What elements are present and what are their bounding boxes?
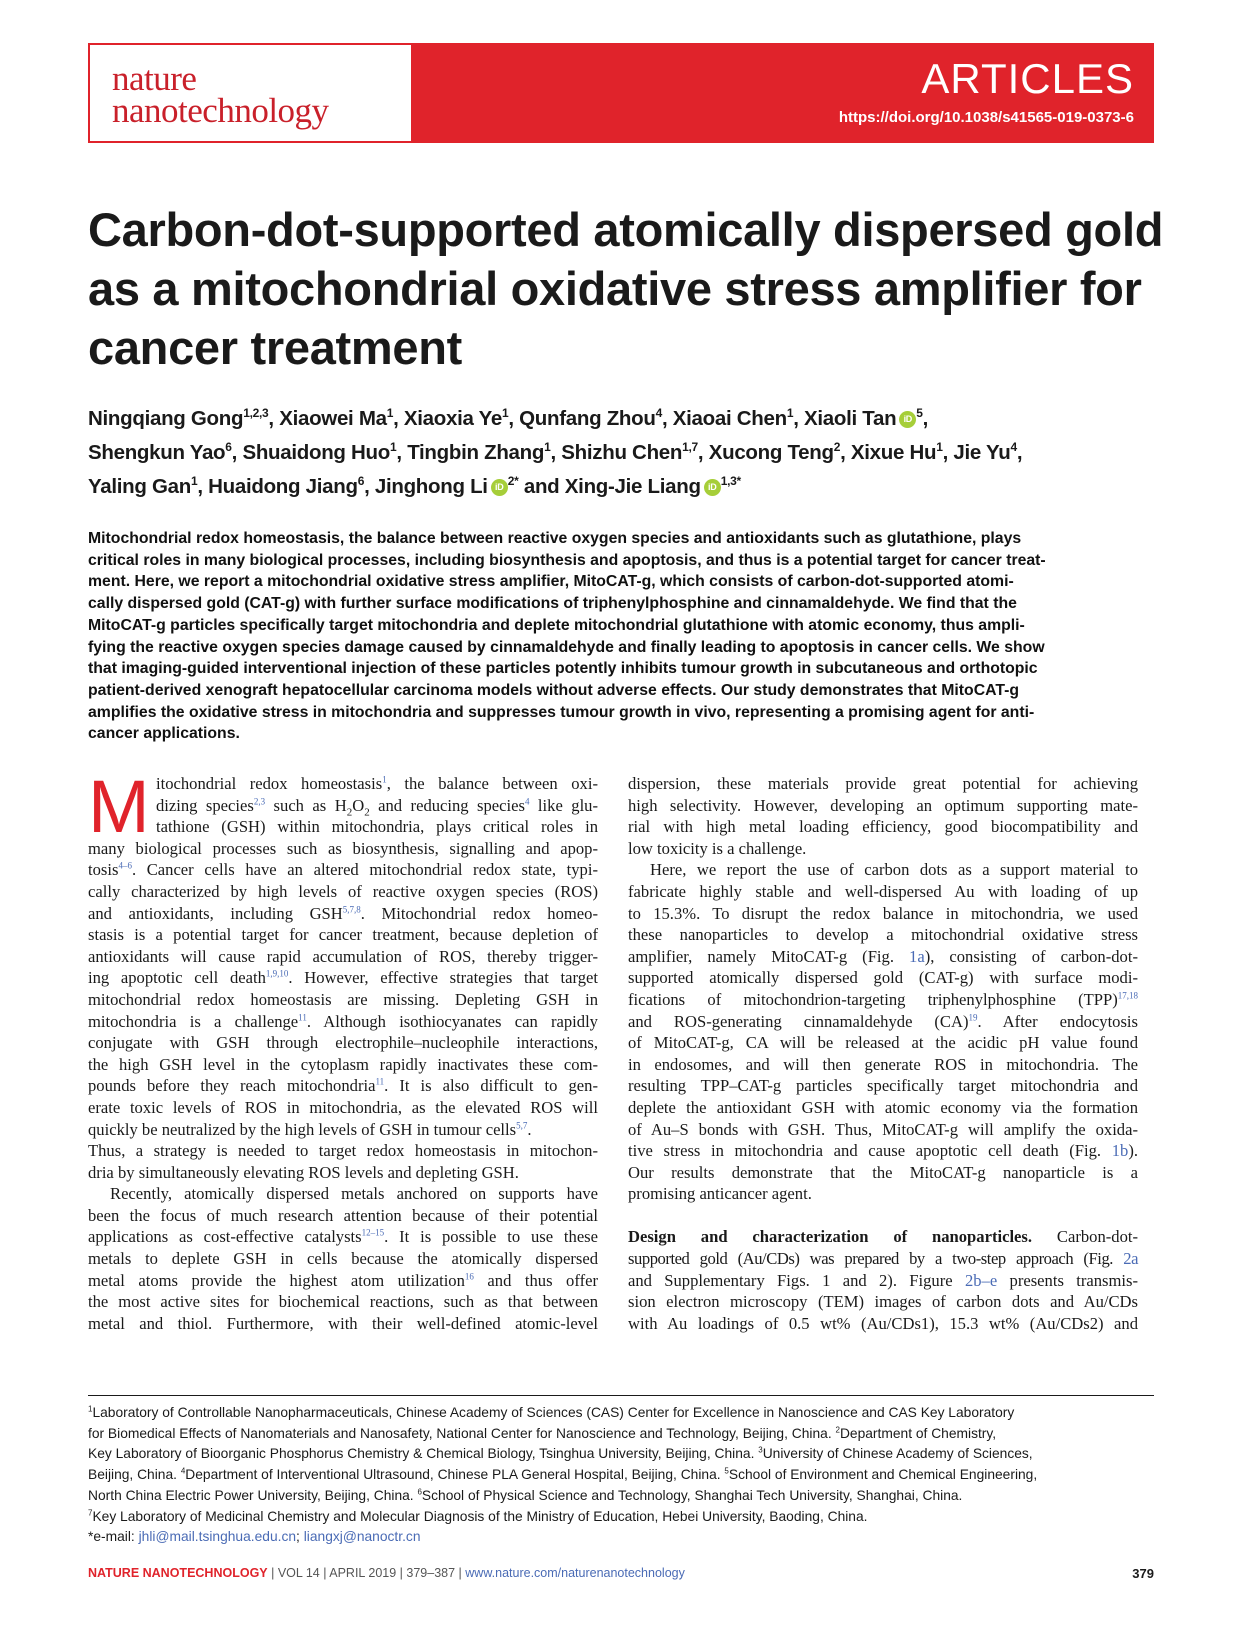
abstract-line: amplifies the oxidative stress in mitochondria and suppresses tumour growth in vivo, representing a promising agent for anti-: [88, 703, 1035, 721]
affiliation-marker: 1: [544, 440, 551, 455]
affiliation-marker: 2: [833, 440, 841, 455]
body-line: dria by simultaneously elevating ROS levels and depleting GSH.: [88, 1162, 519, 1182]
author-line: [88, 436, 1168, 470]
body-line: ing apoptotic cell death$^{1,9,10}$. However, effective strategies that target: [88, 968, 598, 988]
body-line: supported atomically dispersed gold (CAT-g) with surface modi-: [628, 968, 1138, 988]
author-separator: ,: [1016, 441, 1023, 464]
body-line: with Au loadings of 0.5 wt% (Au/CDs1), 15.3 wt% (Au/CDs2) and: [628, 1313, 1138, 1333]
body-line: amplifier, namely MitoCAT-g (Fig. 1a), consisting of carbon-dot-: [628, 946, 1138, 966]
body-line: mitochondria is a challenge$^{11}$. Although isothiocyanates can rapidly: [88, 1011, 598, 1031]
body-line: of MitoCAT-g, CA will be released at the acidic pH value found: [628, 1033, 1138, 1053]
body-line: Here, we report the use of carbon dots as a support material to: [650, 860, 1138, 880]
author-name[interactable]: Tingbin Zhang: [407, 441, 545, 464]
body-line: stasis is a potential target for cancer treatment, because depletion of: [88, 925, 598, 945]
section-label: ARTICLES: [921, 55, 1134, 102]
author-separator: ,: [393, 407, 404, 430]
author-separator: ,: [550, 441, 562, 464]
citation-link[interactable]: 17,18: [1117, 990, 1138, 1001]
affiliation-marker: 1: [501, 406, 509, 421]
affiliation-marker: 1,3*: [720, 474, 741, 489]
affiliation-marker: 6: [225, 440, 232, 455]
affiliation-marker: 1,7: [682, 440, 698, 455]
author-separator: ,: [268, 407, 280, 430]
body-line: and antioxidants, including GSH$^{5,7,8}$. Mitochondrial redox homeo-: [88, 903, 598, 923]
citation-link[interactable]: 2,3: [253, 796, 266, 807]
author-name[interactable]: Qunfang Zhou: [519, 407, 656, 430]
author-separator: ,: [793, 407, 804, 430]
page-number: 379: [1132, 1566, 1154, 1581]
author-name[interactable]: Jie Yu: [953, 441, 1011, 464]
section-heading: Design and characterization of nanoparticles.: [628, 1227, 1033, 1247]
citation-link[interactable]: 4–6: [118, 860, 132, 871]
affiliation-marker: 4: [655, 406, 662, 421]
body-line: supported gold (Au/CDs) was prepared by a two-step approach (Fig. 2a: [628, 1249, 1138, 1269]
author-separator: ,: [508, 407, 520, 430]
abstract-line: Mitochondrial redox homeostasis, the balance between reactive oxygen species and antioxidants such as glutathione, plays: [88, 530, 1022, 547]
footer-issue-info: | VOL 14 | APRIL 2019 | 379–387 |: [267, 1566, 466, 1580]
affiliation-line: Beijing, China. $^4$Department of Interventional Ultrasound, Chinese PLA General Hospital, Beijing, China. $^5$School of Environment and Chemical Engineering,: [88, 1466, 1038, 1483]
author-name[interactable]: Shengkun Yao: [88, 441, 226, 464]
author-separator: and: [518, 475, 565, 498]
abstract-line: ment. Here, we report a mitochondrial oxidative stress amplifier, MitoCAT-g, which consists of carbon-dot-supported atomi-: [88, 573, 1014, 591]
body-line: of Au–S bonds with GSH. Thus, MitoCAT-g will amplify the oxida-: [628, 1119, 1138, 1139]
author-name[interactable]: Shuaidong Huo: [242, 441, 391, 464]
orcid-icon[interactable]: iD: [704, 479, 721, 496]
body-line: these nanoparticles to develop a mitochondrial oxidative stress: [628, 925, 1138, 945]
body-line: mitochondrial redox homeostasis are missing. Depleting GSH in: [88, 989, 598, 1009]
author-name[interactable]: Xiaowei Ma: [279, 407, 387, 430]
affiliation-line: for Biomedical Effects of Nanomaterials and Nanosafety, National Center for Nanoscience and Technology, Beijing, China. $^2$Department of Chemistry,: [88, 1425, 997, 1441]
citation-link[interactable]: 1,9,10: [265, 968, 289, 979]
author-separator: ,: [697, 441, 709, 464]
body-line: itochondrial redox homeostasis$^1$, the balance between oxi-: [156, 774, 598, 793]
footer-journal-url[interactable]: www.nature.com/naturenanotechnology: [465, 1566, 685, 1580]
citation-link[interactable]: 16: [464, 1271, 474, 1282]
author-separator: ,: [231, 441, 243, 464]
affiliation-line: Key Laboratory of Bioorganic Phosphorus Chemistry & Chemical Biology, Tsinghua University, Beijing, China. $^3$University of Chinese Academy of Sciences,: [88, 1445, 1033, 1462]
body-line: applications as cost-effective catalysts$^{12-15}$. It is possible to use these: [88, 1227, 599, 1247]
body-line: many biological processes such as biosynthesis, signalling and apop-: [88, 838, 598, 858]
affiliation-marker: 1: [386, 406, 394, 421]
author-line: [88, 470, 1168, 504]
body-line: the high GSH level in the cytoplasm rapidly inactivates these com-: [88, 1054, 598, 1074]
journal-logo[interactable]: [90, 45, 411, 141]
doi-link[interactable]: https://doi.org/10.1038/s41565-019-0373-6: [838, 109, 1134, 126]
author-name[interactable]: Xiaoli Tan: [803, 407, 897, 430]
body-line: Our results demonstrate that the MitoCAT-g nanoparticle is a: [628, 1162, 1138, 1182]
affiliation-marker: 6: [357, 474, 365, 489]
affiliation-line: $^1$Laboratory of Controllable Nanopharmaceuticals, Chinese Academy of Sciences (CAS) Center for Excellence in Nanoscience and CAS Key Laboratory: [88, 1404, 1015, 1420]
body-line: to 15.3%. To disrupt the redox balance in mitochondria, we used: [628, 903, 1138, 923]
body-line: tathione (GSH) within mitochondria, plays critical roles in: [156, 817, 598, 837]
author-name[interactable]: Yaling Gan: [88, 475, 191, 498]
citation-link[interactable]: 19: [968, 1012, 978, 1022]
citation-link[interactable]: 11: [298, 1012, 307, 1022]
body-column-left: [88, 765, 599, 1334]
title-line: as a mitochondrial oxidative stress amplifier for: [88, 262, 1142, 315]
abstract-line: cancer applications.: [88, 725, 240, 743]
body-line: pounds before they reach mitochondria$^{11}$. It is also difficult to gen-: [88, 1076, 598, 1096]
footer-journal-name: NATURE NANOTECHNOLOGY: [88, 1566, 268, 1580]
orcid-icon[interactable]: iD: [491, 479, 508, 496]
abstract-line: critical roles in many biological processes, including biosynthesis and apoptosis, and thus is a potential target for cancer treat-: [88, 551, 1046, 569]
citation-link[interactable]: 4: [524, 796, 530, 807]
abstract-line: MitoCAT-g particles specifically target mitochondria and deplete mitochondrial glutathione with atomic economy, thus ampli-: [88, 616, 1025, 634]
body-line: promising anticancer agent.: [628, 1184, 812, 1204]
body-line: low toxicity is a challenge.: [628, 838, 807, 858]
author-list: [88, 402, 1168, 504]
logo-line-1: nature: [112, 59, 197, 98]
body-line: Recently, atomically dispersed metals anchored on supports have: [110, 1184, 598, 1204]
author-separator: ,: [942, 441, 954, 464]
affiliation-line: North China Electric Power University, Beijing, China. $^6$School of Physical Science and Technology, Shanghai Tech University, Shanghai, China.: [88, 1487, 963, 1503]
body-line: dizing species$^{2,3}$ such as $H_2O_2$ and reducing species$^4$ like glu-: [156, 795, 599, 818]
body-line: dispersion, these materials provide great potential for achieving: [628, 774, 1138, 793]
body-line: and Supplementary Figs. 1 and 2). Figure 2b–e presents transmis-: [628, 1270, 1138, 1290]
email-link[interactable]: liangxj@nanoctr.cn: [303, 1529, 421, 1545]
blank-line: [628, 1205, 1138, 1227]
body-column-right: [628, 773, 1138, 1334]
affiliation-line: $^7$Key Laboratory of Medicinal Chemistry and Molecular Diagnosis of the Ministry of Education, Hebei University, Baoding, China.: [88, 1507, 868, 1524]
abstract-line: cally dispersed gold (CAT-g) with further surface modifications of triphenylphosphine and cinnamaldehyde. We find that the: [88, 595, 1017, 613]
citation-link[interactable]: 5,7,8: [342, 904, 361, 915]
orcid-icon[interactable]: iD: [899, 411, 916, 428]
body-line: the most active sites for biochemical reactions, such as that between: [88, 1292, 598, 1312]
body-line: Thus, a strategy is needed to target redox homeostasis in mitochon-: [88, 1141, 598, 1161]
author-separator: ,: [364, 475, 375, 498]
body-line: erate toxic levels of ROS in mitochondria, as the elevated ROS will: [88, 1097, 598, 1117]
figure-link[interactable]: 2a: [1123, 1249, 1138, 1269]
citation-link[interactable]: 1: [382, 774, 387, 785]
body-line: high selectivity. However, developing an optimum supporting mate-: [628, 795, 1138, 815]
author-name[interactable]: Jinghong Li: [374, 475, 488, 498]
body-line: fabricate highly stable and well-dispersed Au with loading of up: [628, 881, 1138, 901]
page-footer: [88, 1566, 685, 1580]
author-separator: ,: [197, 475, 209, 498]
body-line: resulting TPP–CAT-g particles specifically target mitochondria and: [628, 1076, 1138, 1096]
affiliations: [88, 1403, 1168, 1548]
body-line: metal and thiol. Furthermore, with their well-defined atomic-level: [88, 1313, 598, 1333]
drop-cap: M: [88, 765, 150, 848]
body-line: fications of mitochondrion-targeting triphenylphosphine (TPP)$^{17,18}$: [628, 989, 1138, 1009]
body-line: tosis$^{4-6}$. Cancer cells have an altered mitochondrial redox state, typi-: [88, 860, 598, 880]
email-link[interactable]: jhli@mail.tsinghua.edu.cn: [138, 1529, 297, 1545]
author-line: [88, 402, 1168, 436]
figure-link[interactable]: 1a: [909, 946, 925, 966]
body-line: been the focus of much research attention because of their potential: [88, 1205, 598, 1225]
article-title: [88, 200, 1164, 377]
author-separator: ,: [396, 441, 408, 464]
body-line: sion electron microscopy (TEM) images of carbon dots and Au/CDs: [628, 1292, 1138, 1312]
author-name[interactable]: Ningqiang Gong: [88, 407, 244, 430]
affiliation-marker: 4: [1010, 440, 1017, 455]
abstract-line: patient-derived xenograft hepatocellular carcinoma models without adverse effects. Our study demonstrates that MitoCAT-g: [88, 681, 1020, 699]
author-separator: ,: [840, 441, 851, 464]
figure-link[interactable]: 1b: [1111, 1141, 1129, 1161]
body-line: rial with high metal loading efficiency, good biocompatibility and: [628, 817, 1138, 837]
body-line: tive stress in mitochondria and cause apoptotic cell death (Fig. 1b).: [628, 1141, 1138, 1161]
abstract: [88, 528, 1154, 745]
body-line: metal atoms provide the highest atom utilization$^{16}$ and thus offer: [88, 1270, 598, 1290]
body-line: quickly be neutralized by the high levels of GSH in tumour cells$^{5,7}$.: [88, 1119, 532, 1139]
affiliation-marker: 1: [190, 474, 198, 489]
body-line: deplete the antioxidant GSH with atomic economy via the formation: [628, 1097, 1138, 1117]
citation-link[interactable]: 5,7: [516, 1119, 528, 1130]
author-name[interactable]: Xiaoxia Ye: [403, 407, 502, 430]
affiliation-marker: 1: [936, 440, 943, 455]
body-line: and ROS-generating cinnamaldehyde (CA)$^{19}$. After endocytosis: [628, 1011, 1139, 1031]
logo-line-2: nanotechnology: [112, 91, 329, 130]
author-name[interactable]: Xixue Hu: [850, 441, 937, 464]
abstract-line: that imaging-guided interventional injection of these particles potently inhibits tumour growth in subcutaneous and orthotopic: [88, 660, 1038, 678]
figure-link[interactable]: 2b–e: [964, 1270, 998, 1290]
body-line: cally characterized by high levels of reactive oxygen species (ROS): [88, 881, 598, 901]
author-separator: ,: [922, 407, 929, 430]
affiliation-marker: 1,2,3: [243, 406, 269, 421]
author-name[interactable]: Xiaoai Chen: [672, 407, 787, 430]
author-name[interactable]: Shizhu Chen: [561, 441, 683, 464]
title-line: Carbon-dot-supported atomically dispersed gold: [88, 203, 1164, 256]
body-line: in endosomes, and will then generate ROS in mitochondria. The: [628, 1054, 1138, 1074]
footnote-divider: [88, 1395, 1154, 1396]
correspondence-line: *e-mail: jhli@mail.tsinghua.edu.cn; liangxj@nanoctr.cn: [88, 1529, 421, 1545]
body-line: conjugate with GSH through electrophile–nucleophile interactions,: [88, 1033, 598, 1053]
citation-link[interactable]: 12–15: [361, 1227, 385, 1238]
body-line: metals to deplete GSH in cells because the atomically dispersed: [88, 1249, 598, 1269]
affiliation-marker: 2*: [507, 474, 519, 489]
body-line: antioxidants will cause rapid accumulation of ROS, thereby trigger-: [88, 946, 598, 966]
journal-banner: [88, 43, 1154, 143]
affiliation-marker: 1: [786, 406, 794, 421]
body-line: Design and characterization of nanoparticles. Carbon-dot-: [628, 1227, 1138, 1247]
author-name[interactable]: Xing-Jie Liang: [564, 475, 701, 498]
author-name[interactable]: Huaidong Jiang: [208, 475, 358, 498]
title-line: cancer treatment: [88, 321, 462, 374]
abstract-line: fying the reactive oxygen species damage caused by cinnamaldehyde and finally leading to apoptosis in cancer cells. We show: [88, 638, 1045, 656]
affiliation-marker: 1: [390, 440, 397, 455]
affiliation-marker: 5: [916, 406, 923, 421]
author-separator: ,: [661, 407, 673, 430]
author-name[interactable]: Xucong Teng: [708, 441, 834, 464]
citation-link[interactable]: 11: [375, 1076, 385, 1087]
banner-red-panel: [411, 45, 1152, 141]
